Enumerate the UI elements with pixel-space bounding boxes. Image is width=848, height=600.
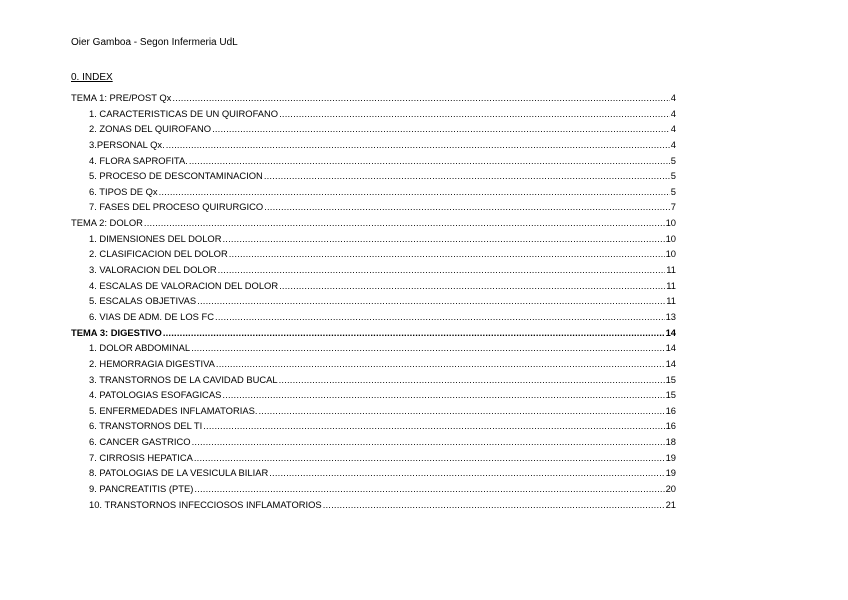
toc-page-number: 4 <box>670 123 676 135</box>
toc-entry-title: 5. PROCESO DE DESCONTAMINACION <box>89 170 263 182</box>
toc-page-number: 5 <box>670 170 676 182</box>
toc-entry-title: 6. VIAS DE ADM. DE LOS FC <box>89 310 215 322</box>
toc-dot-leader <box>279 278 665 294</box>
toc-dot-leader <box>323 497 665 513</box>
toc-entry-title: TEMA 3: DIGESTIVO <box>71 326 162 338</box>
toc-item[interactable] <box>71 278 676 294</box>
toc-dot-leader <box>192 434 665 450</box>
toc-entry-title: 3.PERSONAL Qx. <box>89 138 165 150</box>
toc-item[interactable] <box>71 293 676 309</box>
toc-entry-title: 3. TRANSTORNOS DE LA CAVIDAD BUCAL <box>89 373 278 385</box>
toc-dot-leader <box>144 215 665 231</box>
toc-entry-title: TEMA 1: PRE/POST Qx <box>71 92 172 103</box>
toc-item[interactable] <box>71 497 676 513</box>
toc-page-number: 16 <box>665 420 676 432</box>
toc-item[interactable] <box>71 465 676 481</box>
toc-item[interactable] <box>71 356 676 372</box>
toc-item[interactable] <box>71 137 676 153</box>
toc-dot-leader <box>258 403 664 419</box>
toc-dot-leader <box>269 465 664 481</box>
toc-item[interactable] <box>71 106 676 122</box>
toc-page-number: 15 <box>665 373 676 385</box>
toc-dot-leader <box>166 137 670 153</box>
toc-item[interactable] <box>71 309 676 325</box>
toc-dot-leader <box>264 168 670 184</box>
toc-item[interactable] <box>71 121 676 137</box>
toc-dot-leader <box>279 372 665 388</box>
toc-item[interactable] <box>71 387 676 403</box>
toc-page-number: 20 <box>665 483 676 495</box>
toc-dot-leader <box>223 231 665 247</box>
toc-entry-title: 8. PATOLOGIAS DE LA VESICULA BILIAR <box>89 467 269 479</box>
toc-entry-title: 2. ZONAS DEL QUIROFANO <box>89 123 212 135</box>
toc-entry-title: 7. CIRROSIS HEPATICA <box>89 451 193 463</box>
toc-page-number: 21 <box>665 498 676 510</box>
toc-page-number: 4 <box>670 92 676 103</box>
toc-page-number: 16 <box>665 404 676 416</box>
toc-item[interactable] <box>71 262 676 278</box>
toc-topic[interactable] <box>71 325 676 341</box>
toc-page-number: 14 <box>665 357 676 369</box>
toc-page-number: 18 <box>665 436 676 448</box>
toc-item[interactable] <box>71 372 676 388</box>
toc-dot-leader <box>194 481 664 497</box>
toc-item[interactable] <box>71 246 676 262</box>
toc-page-number: 4 <box>670 138 676 150</box>
toc-item[interactable] <box>71 340 676 356</box>
toc-entry-title: 1. CARACTERISTICAS DE UN QUIROFANO <box>89 107 279 119</box>
toc-entry-title: 4. FLORA SAPROFITA. <box>89 154 188 166</box>
toc-dot-leader <box>215 309 665 325</box>
toc-topic[interactable] <box>71 215 676 231</box>
toc-entry-title: 1. DIMENSIONES DEL DOLOR <box>89 232 222 244</box>
toc-page-number: 11 <box>666 295 676 307</box>
toc-entry-title: 7. FASES DEL PROCESO QUIRURGICO <box>89 201 264 213</box>
toc-page-number: 11 <box>666 264 676 276</box>
toc-page-number: 10 <box>665 248 676 260</box>
toc-page-number: 14 <box>665 326 676 338</box>
toc-item[interactable] <box>71 153 676 169</box>
toc-dot-leader <box>218 262 666 278</box>
toc-item[interactable] <box>71 184 676 200</box>
toc-entry-title: 1. DOLOR ABDOMINAL <box>89 342 191 354</box>
toc-page-number: 5 <box>670 185 676 197</box>
toc-dot-leader <box>216 356 665 372</box>
toc-entry-title: 5. ENFERMEDADES INFLAMATORIAS. <box>89 404 258 416</box>
toc-dot-leader <box>264 199 670 215</box>
toc-dot-leader <box>222 387 664 403</box>
toc-page-number: 7 <box>670 201 676 213</box>
toc-dot-leader <box>189 153 670 169</box>
toc-item[interactable] <box>71 481 676 497</box>
toc-page-number: 10 <box>665 232 676 244</box>
table-of-contents <box>71 90 676 512</box>
toc-entry-title: 3. VALORACION DEL DOLOR <box>89 264 217 276</box>
toc-entry-title: 6. TIPOS DE Qx <box>89 185 158 197</box>
toc-dot-leader <box>212 121 670 137</box>
index-title: 0. INDEX <box>71 72 113 83</box>
toc-page-number: 15 <box>665 389 676 401</box>
toc-entry-title: 4. ESCALAS DE VALORACION DEL DOLOR <box>89 279 279 291</box>
toc-dot-leader <box>172 90 669 106</box>
toc-item[interactable] <box>71 231 676 247</box>
toc-entry-title: 5. ESCALAS OBJETIVAS <box>89 295 197 307</box>
toc-page-number: 10 <box>665 217 676 229</box>
toc-dot-leader <box>191 340 664 356</box>
toc-dot-leader <box>229 246 665 262</box>
toc-item[interactable] <box>71 403 676 419</box>
toc-page-number: 14 <box>665 342 676 354</box>
toc-page-number: 13 <box>665 310 676 322</box>
document-header: Oier Gamboa - Segon Infermeria UdL <box>71 37 238 48</box>
toc-page-number: 4 <box>670 107 676 119</box>
toc-dot-leader <box>159 184 670 200</box>
toc-entry-title: 4. PATOLOGIAS ESOFAGICAS <box>89 389 222 401</box>
toc-item[interactable] <box>71 199 676 215</box>
toc-entry-title: 9. PANCREATITIS (PTE) <box>89 483 194 495</box>
toc-page-number: 19 <box>665 467 676 479</box>
toc-page-number: 19 <box>665 451 676 463</box>
toc-entry-title: 2. CLASIFICACION DEL DOLOR <box>89 248 228 260</box>
toc-page-number: 11 <box>666 279 676 291</box>
toc-entry-title: 2. HEMORRAGIA DIGESTIVA <box>89 357 215 369</box>
toc-page-number: 5 <box>670 154 676 166</box>
toc-item[interactable] <box>71 434 676 450</box>
toc-item[interactable] <box>71 450 676 466</box>
toc-dot-leader <box>203 418 664 434</box>
toc-entry-title: 10. TRANSTORNOS INFECCIOSOS INFLAMATORIOS <box>89 498 322 510</box>
toc-dot-leader <box>194 450 665 466</box>
toc-dot-leader <box>163 325 665 341</box>
toc-item[interactable] <box>71 418 676 434</box>
toc-dot-leader <box>197 293 665 309</box>
toc-entry-title: 6. CANCER GASTRICO <box>89 436 191 448</box>
toc-entry-title: 6. TRANSTORNOS DEL TI <box>89 420 203 432</box>
toc-item[interactable] <box>71 168 676 184</box>
toc-entry-title: TEMA 2: DOLOR <box>71 217 143 229</box>
toc-topic[interactable] <box>71 90 676 106</box>
toc-dot-leader <box>279 106 670 122</box>
